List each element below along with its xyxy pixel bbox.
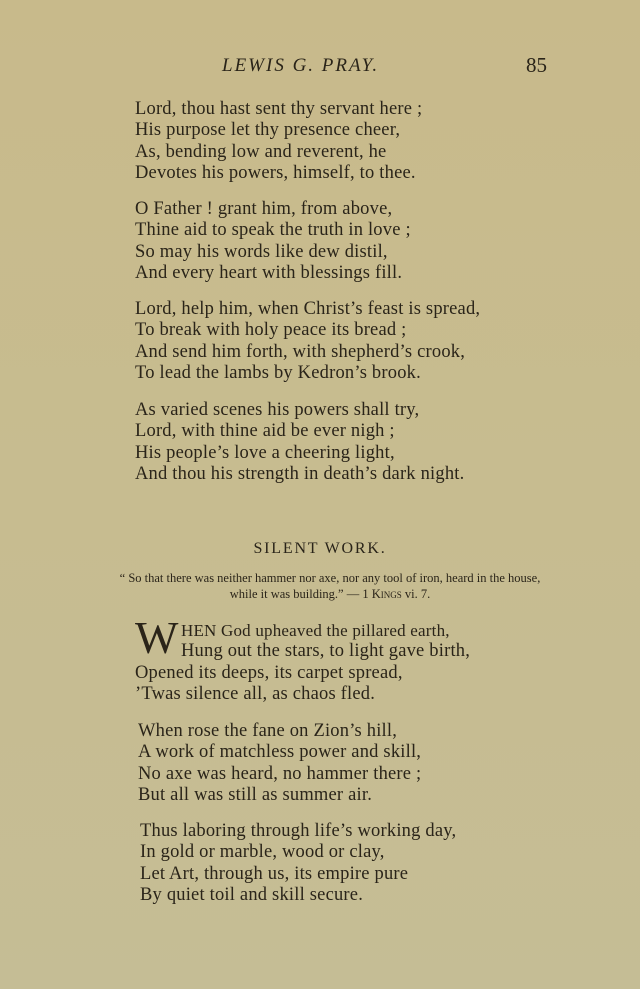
verse-line: Lord, thou hast sent thy servant here ; — [135, 99, 423, 119]
stanza-3 — [135, 299, 480, 384]
page-number: 85 — [526, 53, 547, 77]
verse-line: ’Twas silence all, as chaos fled. — [135, 683, 376, 704]
verse-line: Thus laboring through life’s working day, — [140, 821, 457, 841]
stanza-6 — [138, 721, 421, 806]
verse-line: O Father ! grant him, from above, — [135, 199, 393, 219]
stanza-5 — [135, 612, 471, 705]
verse-line: So may his words like dew distil, — [135, 241, 388, 262]
verse-line: When rose the fane on Zion’s hill, — [138, 721, 398, 741]
verse-line: But all was still as summer air. — [138, 784, 373, 805]
verse-line: His people’s love a cheering light, — [135, 442, 395, 463]
verse-line: By quiet toil and skill secure. — [140, 884, 364, 905]
epigraph-text: while it was building.” — 1 — [229, 587, 372, 601]
verse-line: Devotes his powers, himself, to thee. — [135, 162, 416, 183]
verse-line: No axe was heard, no hammer there ; — [138, 763, 422, 784]
verse-line: Lord, help him, when Christ’s feast is spread, — [135, 299, 481, 319]
verse-line: A work of matchless power and skill, — [138, 742, 422, 763]
verse-line: Thine aid to speak the truth in love ; — [135, 220, 411, 241]
epigraph — [50, 570, 610, 602]
verse-line: HEN God upheaved the pillared earth, — [181, 621, 450, 640]
poem-title: SILENT WORK. — [253, 540, 387, 557]
running-head: LEWIS G. PRAY. — [222, 55, 380, 76]
verse-line: As, bending low and reverent, he — [135, 141, 387, 162]
stanza-4 — [135, 400, 464, 485]
verse-line: And thou his strength in death’s dark night. — [135, 463, 465, 484]
epigraph-line — [50, 586, 610, 602]
verse-line: To break with holy peace its bread ; — [135, 320, 407, 341]
verse-line: To lead the lambs by Kedron’s brook. — [135, 362, 421, 383]
scripture-chapter: vi. 7. — [401, 587, 431, 601]
verse-line: Lord, with thine aid be ever nigh ; — [135, 421, 395, 442]
verse-line: As varied scenes his powers shall try, — [135, 400, 420, 420]
verse-line: His purpose let thy presence cheer, — [135, 120, 401, 141]
verse-line: And every heart with blessings fill. — [135, 262, 403, 283]
scripture-reference: Kings — [371, 587, 402, 601]
verse-line: Let Art, through us, its empire pure — [140, 863, 409, 884]
stanza-1 — [135, 99, 422, 184]
stanza-2 — [135, 199, 411, 284]
verse-line: And send him forth, with shepherd’s crook, — [135, 341, 466, 362]
verse-line: Opened its deeps, its carpet spread, — [135, 662, 403, 683]
stanza-7 — [140, 821, 456, 906]
epigraph-line: “ So that there was neither hammer nor axe, nor any tool of iron, heard in the house, — [119, 571, 541, 585]
verse-line: Hung out the stars, to light gave birth, — [181, 641, 471, 662]
drop-cap: W — [135, 612, 179, 663]
verse-line: In gold or marble, wood or clay, — [140, 842, 385, 863]
